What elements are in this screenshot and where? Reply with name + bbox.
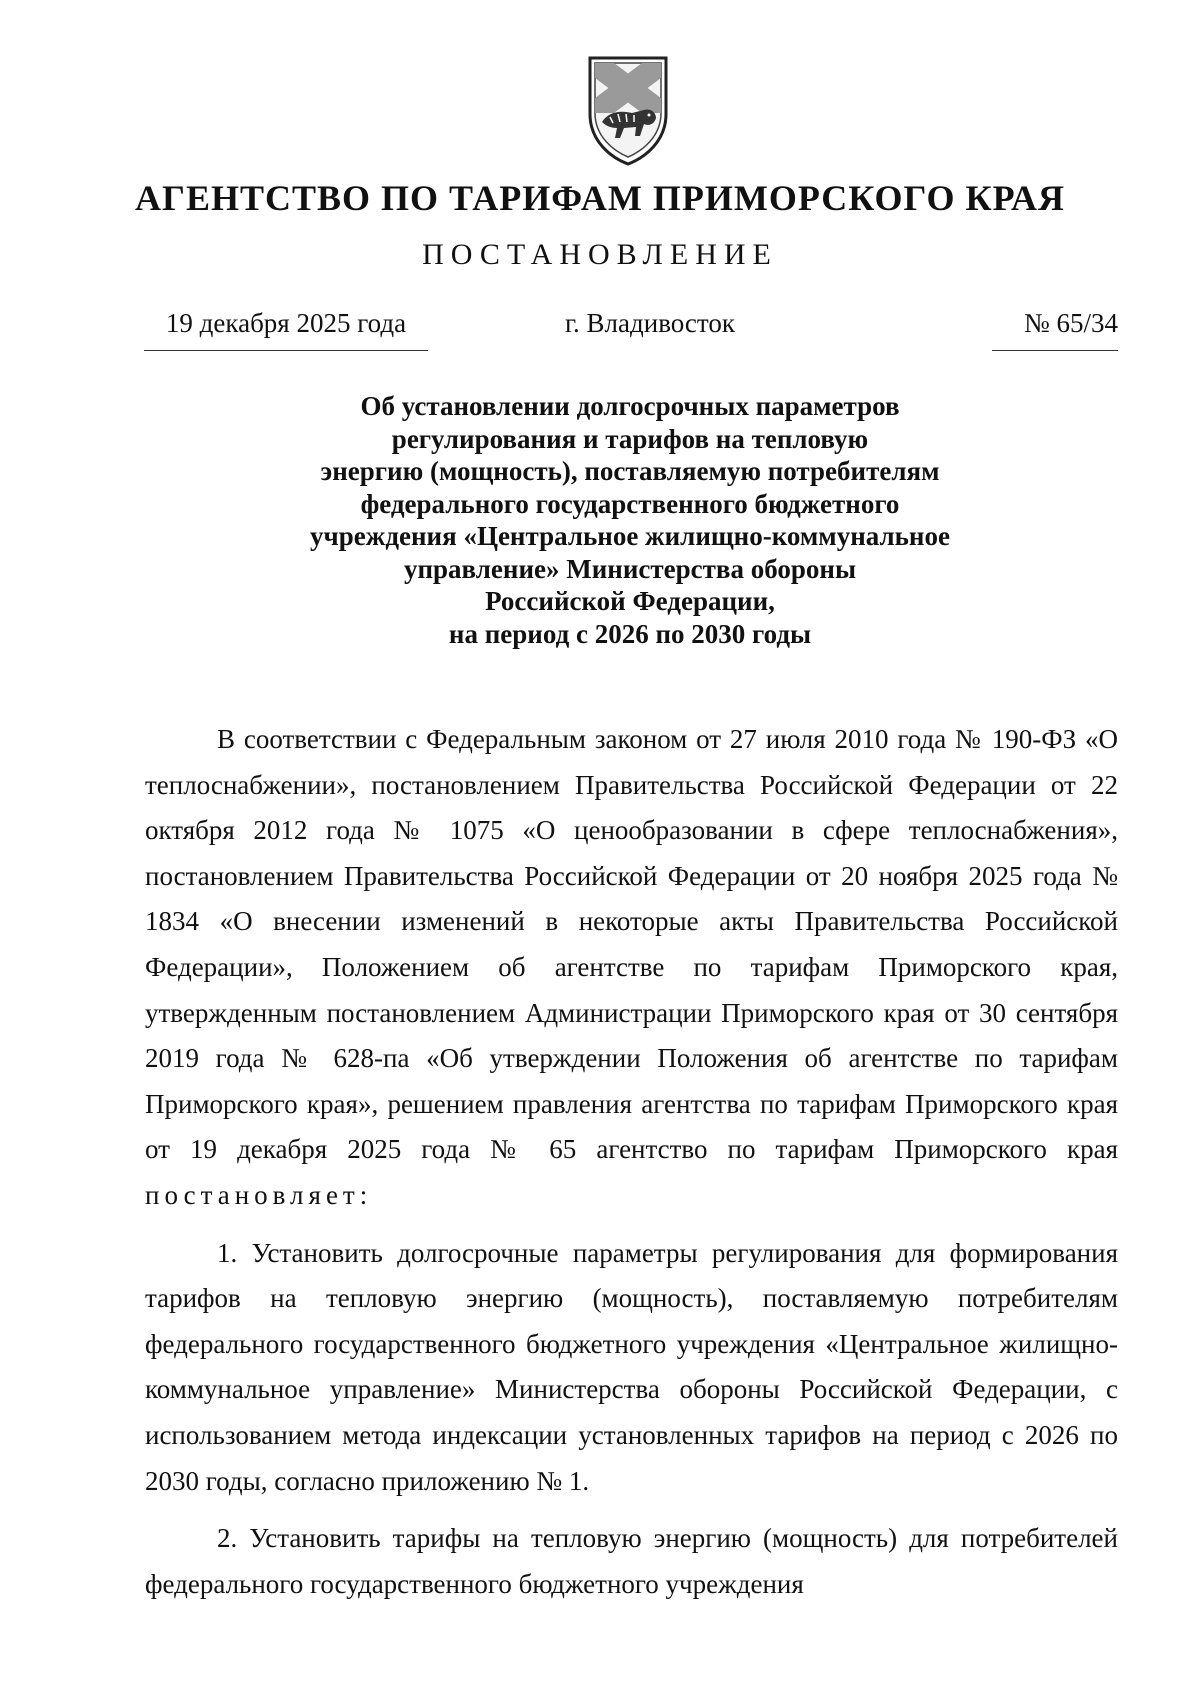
subject-line: учреждения «Центральное жилищно-коммунальное: [310, 521, 950, 551]
preamble-paragraph: В соответствии с Федеральным законом от 27 июля 2010 года № 190-ФЗ «О теплоснабжении», постановлением Правительства Российской Федерации от 22 октября 2012 года № 1075 «О ценообразовании в сфере теплоснабжения», постановлением Правительства Российской Федерации от 20 ноября 2025 года № 1834 «О внесении изменений в некоторые акты Правительства Российской Федерации», Положением об агентстве по тарифам Приморского края, утвержденным постановлением Администрации Приморского края от 30 сентября 2019 года № 628-па «Об утверждении Положения об агентстве по тарифам Приморского края», решением правления агентства по тарифам Приморского края от 19 декабря 2025 года № 65 агентство по тарифам Приморского края постановляет:: [145, 724, 1118, 1210]
document-city: г. Владивосток: [565, 308, 735, 338]
subject-line: Российской Федерации,: [485, 586, 775, 616]
document-date: 19 декабря 2025 года: [144, 300, 428, 351]
subject-line: энергию (мощность), поставляемую потребителям: [320, 456, 940, 486]
agency-title: АГЕНТСТВО ПО ТАРИФАМ ПРИМОРСКОГО КРАЯ: [135, 178, 1065, 218]
resolves-word: постановляет: [145, 1179, 360, 1210]
document-number: № 65/34: [992, 300, 1118, 351]
document-subject: [200, 390, 1060, 650]
document-body: [145, 717, 1118, 1607]
subject-line: Об установлении долгосрочных параметров: [360, 391, 900, 421]
subject-line: управление» Министерства обороны: [403, 553, 857, 584]
item-2-paragraph: 2. Установить тарифы на тепловую энергию (мощность) для потребителей федерального государственного бюджетного учреждения: [145, 1523, 1118, 1599]
subject-line: федерального государственного бюджетного: [360, 488, 900, 519]
item-1-paragraph: 1. Установить долгосрочные параметры регулирования для формирования тарифов на тепловую энергию (мощность), поставляемую потребителям федерального государственного бюджетного учреждения «Центральное жилищно-коммунальное управление» Министерства обороны Российской Федерации, с использованием метода индексации установленных тарифов на период с 2026 по 2030 годы, согласно приложению № 1.: [145, 1237, 1118, 1496]
coat-of-arms-icon: [580, 50, 676, 168]
subject-line: на период с 2026 по 2030 годы: [448, 618, 812, 649]
preamble-text: В соответствии с Федеральным законом от 27 июля 2010 года № 190-ФЗ «О теплоснабжении», постановлением Правительства Российской Федерации от 22 октября 2012 года № 1075 «О ценообразовании в сфере теплоснабжения», постановлением Правительства Российской Федерации от 20 ноября 2025 года № 1834 «О внесении изменений в некоторые акты Правительства Российской Федерации», Положением об агентстве по тарифам Приморского края, утвержденным постановлением Администрации Приморского края от 30 сентября 2019 года № 628-па «Об утверждении Положения об агентстве по тарифам Приморского края», решением правления агентства по тарифам Приморского края от 19 декабря 2025 года № 65 агентство по тарифам Приморского края: [145, 724, 1118, 1165]
document-type: ПОСТАНОВЛЕНИЕ: [422, 238, 778, 271]
subject-line: регулирования и тарифов на тепловую: [391, 423, 869, 454]
